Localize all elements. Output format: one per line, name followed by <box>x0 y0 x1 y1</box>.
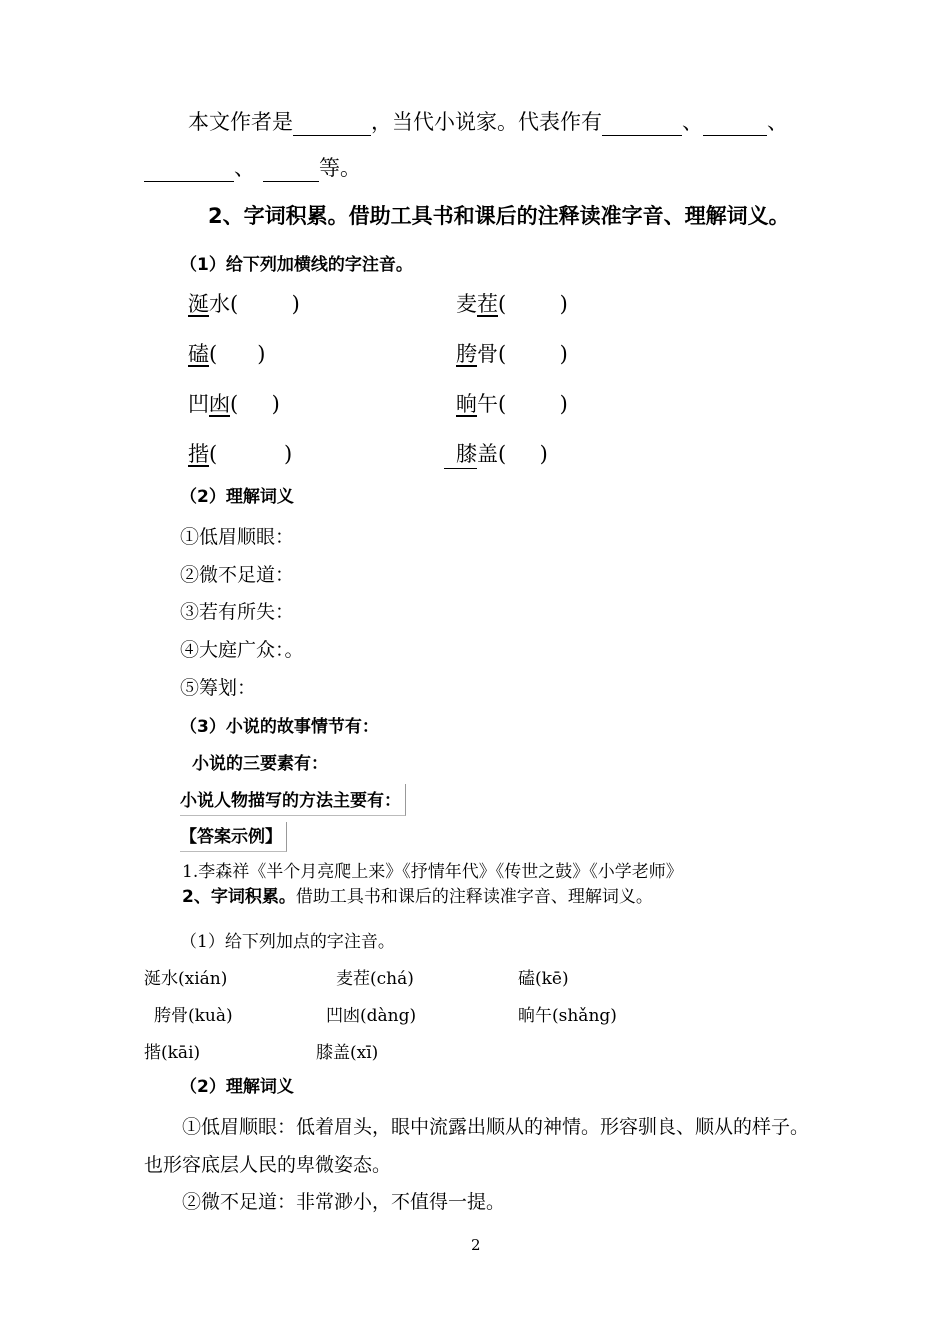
pinyin-item-2: 麦茬( ) <box>456 292 568 316</box>
pinyin-item-3: 磕( ) <box>188 342 266 366</box>
answer-def1a: ①低眉顺眼：低着眉头，眼中流露出顺从的神情。形容驯良、顺从的样子。 <box>182 1116 810 1138</box>
answer-py-2: 麦茬(chá) <box>336 969 414 989</box>
vocab-item-3: ③若有所失： <box>180 601 295 623</box>
answer-py-6: 晌午(shǎng) <box>518 1006 617 1026</box>
page-number: 2 <box>471 1236 481 1254</box>
work-blank-4[interactable] <box>263 159 319 182</box>
q2-2-title: （2）理解词义 <box>180 487 294 507</box>
pinyin-item-5: 凹凼( ) <box>188 392 280 416</box>
answer-sub2: （2）理解词义 <box>180 1077 294 1097</box>
answer-line1: 1.李森祥《半个月亮爬上来》《抒情年代》《传世之鼓》《小学老师》 <box>182 862 683 882</box>
pinyin-item-7: 揩( ) <box>188 442 293 466</box>
vocab-item-1: ①低眉顺眼： <box>180 526 295 548</box>
answer-line2: 2、字词积累。借助工具书和课后的注释读准字音、理解词义。 <box>182 887 653 907</box>
answer-title: 【答案示例】 <box>180 822 287 852</box>
pinyin-item-1: 涎水( ) <box>188 292 300 316</box>
q3-methods: 小说人物描写的方法主要有： <box>180 784 406 816</box>
answer-py-7: 揩(kāi) <box>144 1043 201 1063</box>
q2-1-title: （1）给下列加横线的字注音。 <box>180 255 413 275</box>
pinyin-item-8: 膝盖( ) <box>444 438 548 469</box>
work-blank-1[interactable] <box>602 113 682 136</box>
q3-plot: （3）小说的故事情节有： <box>180 717 379 737</box>
answer-py-8: 膝盖(xī) <box>316 1043 379 1063</box>
author-blank[interactable] <box>293 113 371 136</box>
q1-line1: 本文作者是 ，当代小说家。代表作有 、 、 <box>188 110 788 134</box>
vocab-item-5: ⑤筹划： <box>180 677 257 699</box>
work-blank-3[interactable] <box>144 159 234 182</box>
pinyin-item-4: 胯骨( ) <box>456 342 568 366</box>
q1-line2: 、 等。 <box>144 152 361 182</box>
pinyin-item-6: 晌午( ) <box>456 392 568 416</box>
answer-py-1: 涎水(xián) <box>144 969 228 989</box>
vocab-item-2: ②微不足道： <box>180 564 295 586</box>
q3-elements: 小说的三要素有： <box>192 754 328 774</box>
answer-def2: ②微不足道：非常渺小，不值得一提。 <box>182 1191 506 1213</box>
q2-title: 2、字词积累。借助工具书和课后的注释读准字音、理解词义。 <box>208 204 790 228</box>
answer-def1b: 也形容底层人民的卑微姿态。 <box>144 1154 392 1176</box>
work-blank-2[interactable] <box>703 113 767 136</box>
vocab-item-4: ④大庭广众：。 <box>180 639 304 661</box>
answer-py-3: 磕(kē) <box>518 969 569 989</box>
answer-py-4: 胯骨(kuà) <box>154 1006 233 1026</box>
answer-py-5: 凹凼(dàng) <box>326 1006 417 1026</box>
answer-sub1: （1）给下列加点的字注音。 <box>180 932 395 952</box>
